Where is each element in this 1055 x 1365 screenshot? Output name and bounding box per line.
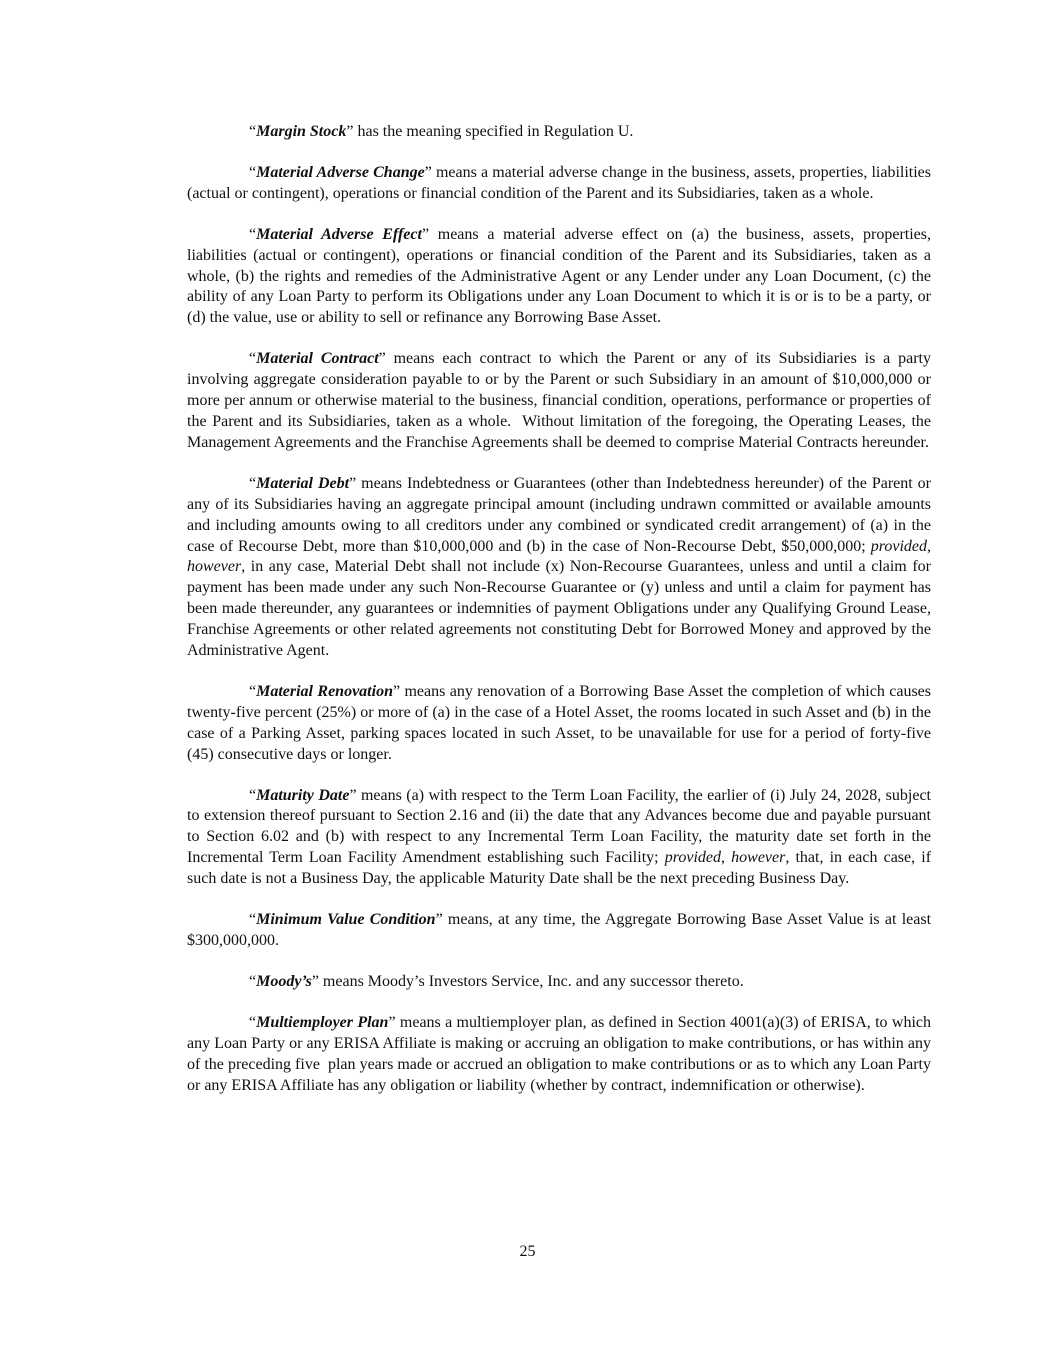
definition-text: ” means a material adverse change in the business, assets, properties, liabilities (actual or contingent), operations or financial condition of the Parent and its Subsidiaries, taken as a whole. [187,163,932,202]
definition-margin-stock: “Margin Stock” has the meaning specified in Regulation U. [249,123,634,140]
definition-material-contract: “Material Contract” means each contract to which the Parent or any of its Subsidiaries is a party involving aggregate consideration payable to or by the Parent or such Subsidiary in an amount of $10,000,000 or more per annum or otherwise material to the business, financial condition, operations, performance or properties of the Parent and its Subsidiaries, taken as a whole. Without limitation of the foregoing, the Operating Leases, the Management Agreements and the Franchise Agreements shall be deemed to comprise Material Contracts hereunder. [187,350,932,451]
defined-term: Material Renovation [256,682,393,700]
definition-material-adverse-effect: “Material Adverse Effect” means a material adverse effect on (a) the business, assets, properties, liabilities (actual or contingent), operations or financial condition of the Parent and its Subsidiaries, taken as a whole, (b) the rights and remedies of the Administrative Agent or any Lender under any Loan Document, (c) the ability of any Loan Party to perform its Obligations under any Loan Document to which it is or is to be a party, or (d) the value, use or ability to sell or refinance any Borrowing Base Asset. [187,225,931,327]
definition-text: ” means, at any time, the Aggregate Borrowing Base Asset Value is at least $300,000,000. [187,911,932,949]
definition-text-continued: , that, in each case, if such date is not a Business Day, the applicable Maturity Date shall be the next preceding Business Day. [187,849,932,888]
defined-term: Material Debt [256,474,350,492]
definition-multiemployer-plan: “Multiemployer Plan” means a multiemployer plan, as defined in Section 4001(a)(3) of ERISA, to which any Loan Party or any ERISA Affiliate is making or accruing an obligation to make contributions, or has within any of the preceding five plan years made or accrued an obligation to make contributions or as to which any Loan Party or any ERISA Affiliate has any obligation or liability (whether by contract, indemnification or otherwise). [187,1013,931,1094]
punctuation: , [721,849,732,867]
definition-text: ” means a multiemployer plan, as defined in Section 4001(a)(3) of ERISA, to which any Loan Party or any ERISA Affiliate is making or accruing an obligation to make contributions, or has within any of the preceding five plan years made or accrued an obligation to make contributions or as to which any Loan Party or any ERISA Affiliate has any obligation or liability (whether by contract, indemnification or otherwise). [187,1013,931,1094]
definition-text-continued: , in any case, Material Debt shall not include (x) Non-Recourse Guarantees, unless and until a claim for payment has been made under any such Non-Recourse Guarantee or (y) unless and until a claim for payment has been made thereunder, any guarantees or indemnities of payment Obligations under any Qualifying Ground Lease, Franchise Agreements or other related agreements not constituting Debt for Borrowed Money and approved by the Administrative Agent. [187,558,931,660]
defined-term: Material Adverse Effect [256,225,422,243]
defined-term: Minimum Value Condition [256,911,436,929]
definition-text: ” means a material adverse effect on (a) the business, assets, properties, liabilities (actual or contingent), operations or financial condition of the Parent and its Subsidiaries, taken as a whole, (b) the rights and remedies of the Administrative Agent or any Lender under any Loan Document, (c) the ability of any Loan Party to perform its Obligations under any Loan Document to which it is or is to be a party, or (d) the value, use or ability to sell or refinance any Borrowing Base Asset. [187,225,931,327]
definition-material-debt: “Material Debt” means Indebtedness or Guarantees (other than Indebtedness hereunder) of the Parent or any of its Subsidiaries having an aggregate principal amount (including undrawn committed or available amounts and including amounts owing to all creditors under any combined or syndicated credit arrangement) of (a) in the case of Recourse Debt, more than $10,000,000 and (b) in the case of Non-Recourse Debt, $50,000,000; provided, however, in any case, Material Debt shall not include (x) Non-Recourse Guarantees, unless and until a claim for payment has been made under any such Non-Recourse Guarantee or (y) unless and until a claim for payment has been made thereunder, any guarantees or indemnities of payment Obligations under any Qualifying Ground Lease, Franchise Agreements or other related agreements not constituting Debt for Borrowed Money and approved by the Administrative Agent. [187,474,931,660]
defined-term: Material Adverse Change [256,163,425,181]
definition-material-renovation: “Material Renovation” means any renovation of a Borrowing Base Asset the completion of which causes twenty-five percent (25%) or more of (a) in the case of a Hotel Asset, the rooms located in such Asset and (b) in the case of a Parking Asset, parking spaces located in such Asset, to be unavailable for use for a period of forty-five (45) consecutive days or longer. [187,682,931,763]
definition-minimum-value-condition: “Minimum Value Condition” means, at any time, the Aggregate Borrowing Base Asset Value is at least $300,000,000. [187,911,932,949]
definition-text: ” means each contract to which the Parent or any of its Subsidiaries is a party involving aggregate consideration payable to or by the Parent or such Subsidiary in an amount of $10,000,000 or more per annum or otherwise material to the business, financial condition, operations, performance or properties of the Parent and its Subsidiaries, taken as a whole. Without limitation of the foregoing, the Operating Leases, the Management Agreements and the Franchise Agreements shall be deemed to comprise Material Contracts hereunder. [187,350,932,451]
defined-term: Margin Stock [256,123,347,140]
proviso-text-however: however [731,849,786,867]
definition-text: ” means Indebtedness or Guarantees (other than Indebtedness hereunder) of the Parent or any of its Subsidiaries having an aggregate principal amount (including undrawn committed or available amounts and including amounts owing to all creditors under any combined or syndicated credit arrangement) of (a) in the case of Recourse Debt, more than $10,000,000 and (b) in the case of Non-Recourse Debt, $50,000,000; [187,474,931,555]
definition-text: ” has the meaning specified in Regulation U. [346,123,634,140]
proviso-text: provided, however [187,537,931,576]
definition-text: ” means Moody’s Investors Service, Inc. and any successor thereto. [311,972,744,990]
definition-text: ” means any renovation of a Borrowing Base Asset the completion of which causes twenty-five percent (25%) or more of (a) in the case of a Hotel Asset, the rooms located in such Asset and (b) in the case of a Parking Asset, parking spaces located in such Asset, to be unavailable for use for a period of forty-five (45) consecutive days or longer. [187,682,931,763]
page-number: 25 [519,1243,536,1260]
proviso-text: provided [664,849,721,867]
defined-term: Material Contract [256,350,379,368]
defined-term: Multiemployer Plan [256,1013,389,1031]
definition-maturity-date: “Maturity Date” means (a) with respect to the Term Loan Facility, the earlier of (i) July 24, 2028, subject to extension thereof pursuant to Section 2.16 and (ii) the date that any Advances become due and payable pursuant to Section 6.02 and (b) with respect to any Incremental Term Loan Facility, the maturity date set forth in the Incremental Term Loan Facility Amendment establishing such Facility; provided, however, that, in each case, if such date is not a Business Day, the applicable Maturity Date shall be the next preceding Business Day. [187,786,932,888]
defined-term: Moody’s [256,972,312,990]
defined-term: Maturity Date [256,786,350,804]
definition-material-adverse-change: “Material Adverse Change” means a material adverse change in the business, assets, properties, liabilities (actual or contingent), operations or financial condition of the Parent and its Subsidiaries, taken as a whole. [187,163,932,202]
definition-moodys: “Moody’s” means Moody’s Investors Service, Inc. and any successor thereto. [249,972,744,990]
document-body [187,122,931,1116]
definition-text: ” means (a) with respect to the Term Loan Facility, the earlier of (i) July 24, 2028, subject to extension thereof pursuant to Section 2.16 and (ii) the date that any Advances become due and payable pursuant to Section 6.02 and (b) with respect to any Incremental Term Loan Facility, the maturity date set forth in the Incremental Term Loan Facility Amendment establishing such Facility; [187,786,931,867]
